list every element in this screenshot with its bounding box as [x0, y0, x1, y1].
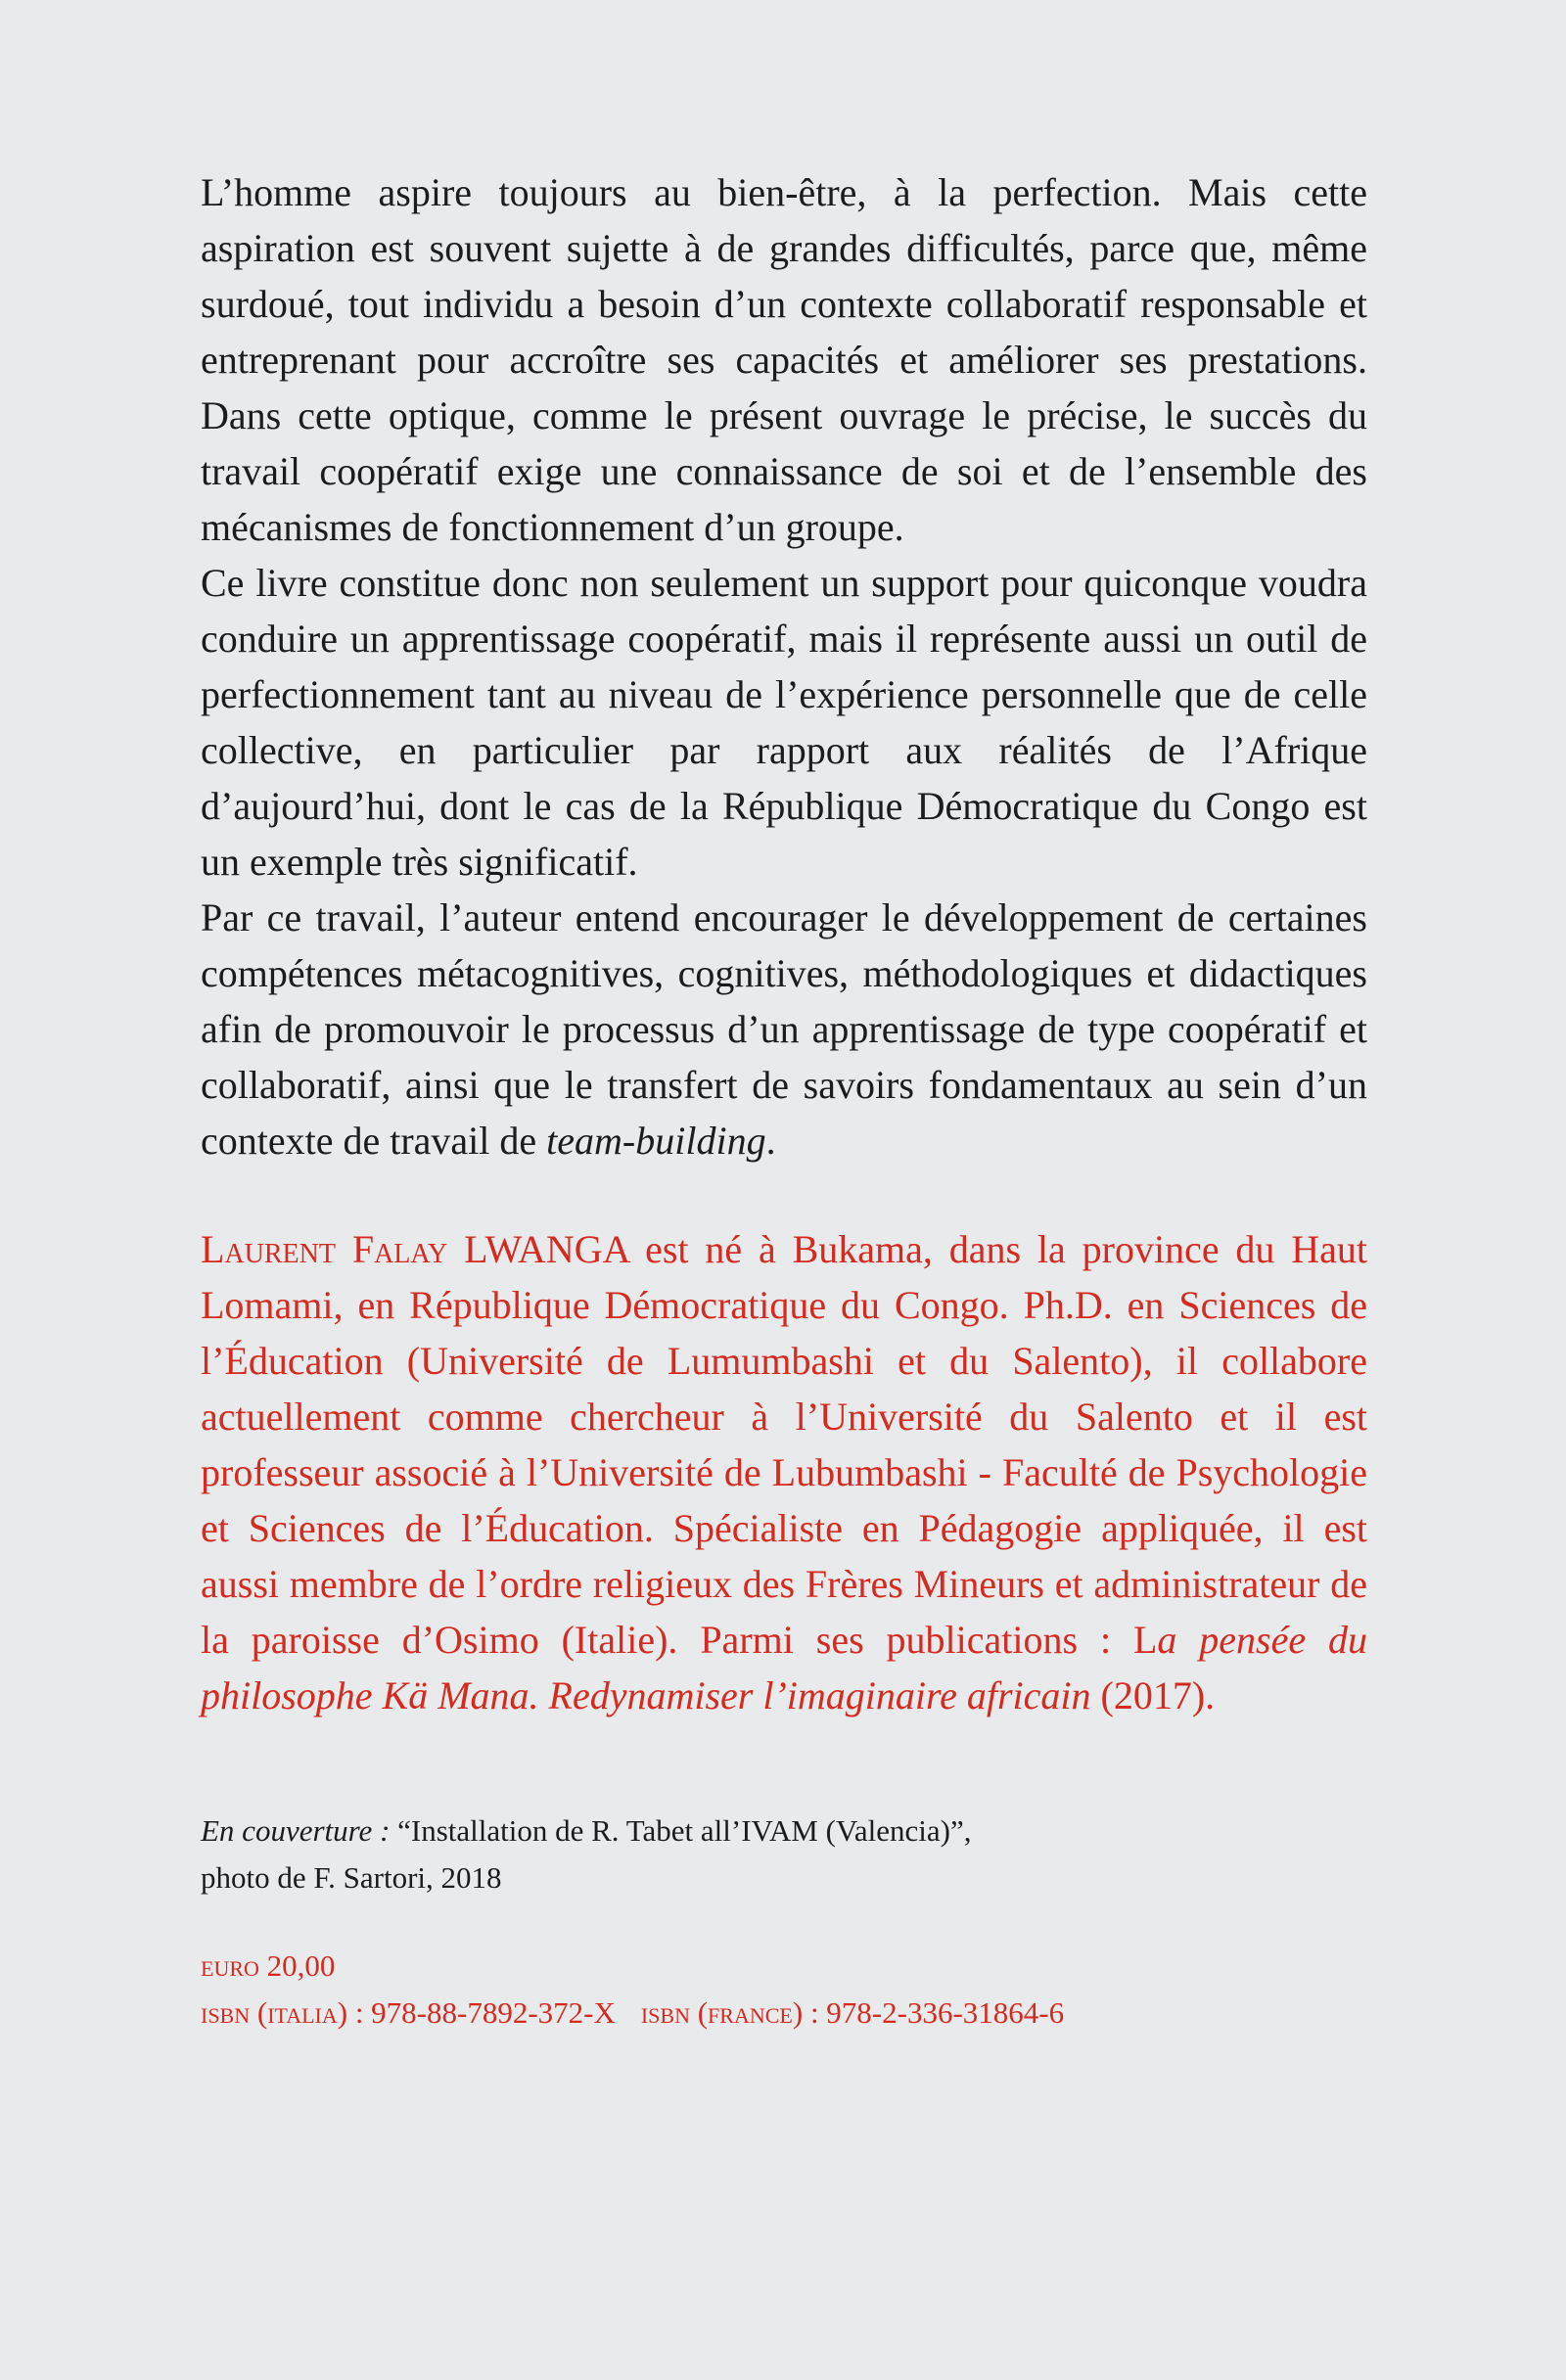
isbn-line	[201, 1990, 1367, 2037]
cover-credit-title: “Installation de R. Tabet all’IVAM (Valencia)”,	[390, 1813, 972, 1848]
isbn-italia-value: : 978-88-7892-372-X	[347, 1995, 616, 2030]
cover-credit	[201, 1808, 1367, 1901]
description-paragraph-1-text: L’homme aspire toujours au bien-être, à la perfection. Mais cette aspiration est souvent sujette à de grandes difficultés, parce que, même surdoué, tout individu a besoin d’un contexte collaboratif responsable et entreprenant pour accroître ses capacités et améliorer ses prestations. Dans cette optique, comme le présent ouvrage le précise, le succès du travail coopératif exige une connaissance de soi et de l’ensemble des mécanismes de fonctionnement d’un groupe.	[201, 170, 1367, 549]
cover-credit-line-2: photo de F. Sartori, 2018	[201, 1860, 502, 1895]
description-paragraph-3-text: Par ce travail, l’auteur entend encourager le développement de certaines compétences métacognitives, cognitives, méthodologiques et didactiques afin de promouvoir le processus d’un apprentissage de type coopératif et collaboratif, ainsi que le transfert de savoirs fondamentaux au sein d’un contexte de travail de	[201, 895, 1367, 1163]
description-paragraph-2-text: Ce livre constitue donc non seulement un support pour quiconque voudra conduire un apprentissage coopératif, mais il représente aussi un outil de perfectionnement tant au niveau de l’expérience personnelle que de celle collective, en particulier par rapport aux réalités de l’Afrique d’aujourd’hui, dont le cas de la République Démocratique du Congo est un exemple très significatif.	[201, 561, 1367, 884]
cover-credit-line-1	[201, 1808, 1367, 1854]
author-name: Laurent Falay	[201, 1227, 448, 1271]
team-building-term: team-building	[546, 1119, 766, 1163]
description-paragraph-3-end: .	[765, 1119, 776, 1163]
author-bio-text: est né à Bukama, dans la province du Haut Lomami, en République Démocratique du Congo. Ph.D. en Sciences de l’Éducation (Université de Lumumbashi et du Salento), il collabore actuellement comme chercheur à l’Université du Salento et il est professeur associé à l’Université de Lubumbashi - Faculté de Psychologie et Sciences de l’Éducation. Spécialiste en Pédagogie appliquée, il est aussi membre de l’ordre religieux des Frères Mineurs et administrateur de la paroisse d’Osimo (Italie). Parmi ses publications : L	[201, 1227, 1368, 1662]
price-amount: 20,00	[258, 1948, 336, 1983]
price-label: euro	[201, 1948, 259, 1983]
cover-credit-label: En couverture :	[201, 1813, 391, 1848]
price-isbn-block	[201, 1943, 1367, 2037]
isbn-italia-label: isbn (italia)	[201, 1995, 348, 2030]
description-paragraph-2	[201, 555, 1367, 890]
back-cover	[201, 164, 1367, 2037]
author-surname: LWANGA	[464, 1227, 629, 1271]
price-line	[201, 1943, 1367, 1990]
author-bio-end: (2017).	[1090, 1673, 1216, 1717]
isbn-france-value: : 978-2-336-31864-6	[803, 1995, 1065, 2030]
isbn-france-label: isbn (france)	[640, 1995, 804, 2030]
description-paragraph-3	[201, 890, 1367, 1168]
author-publication-title: a pensée du philosophe Kä Mana. Redynamiser l’imaginaire africain	[201, 1618, 1367, 1717]
description-paragraph-1	[201, 164, 1367, 555]
author-bio	[201, 1221, 1367, 1723]
